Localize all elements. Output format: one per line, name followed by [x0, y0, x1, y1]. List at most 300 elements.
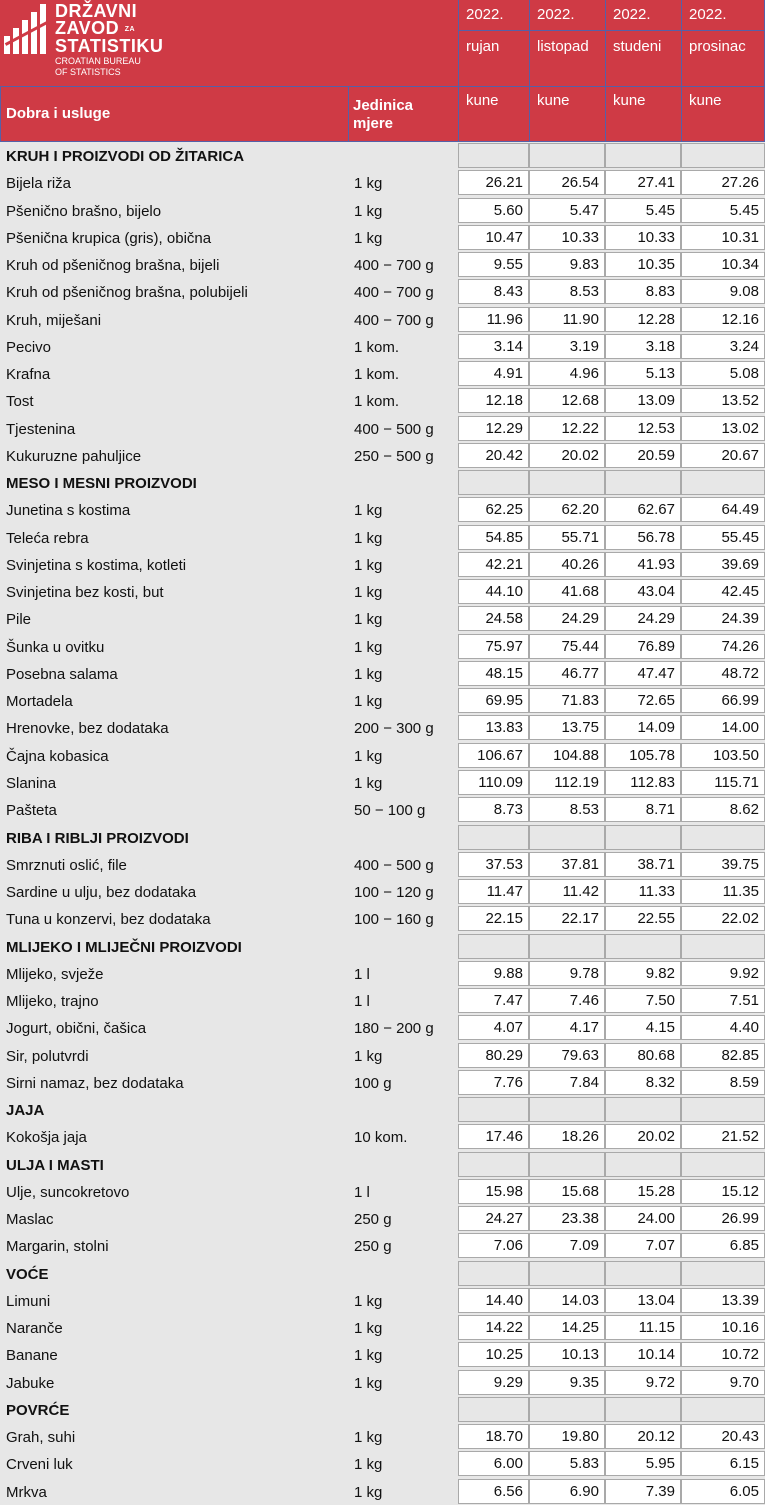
table-row — [0, 415, 765, 442]
price-cell: 9.83 — [529, 252, 605, 277]
item-name: Pecivo — [6, 338, 52, 356]
item-name: Maslac — [6, 1211, 54, 1229]
price-cell: 9.70 — [681, 1370, 765, 1395]
category-label: KRUH I PROIZVODI OD ŽITARICA — [6, 148, 245, 165]
price-cell — [605, 1152, 681, 1177]
col-header-goods: Dobra i usluge — [6, 105, 111, 122]
table-row — [0, 578, 765, 605]
price-cell: 5.60 — [458, 198, 529, 223]
price-cell: 75.44 — [529, 634, 605, 659]
price-cell: 20.59 — [605, 443, 681, 468]
table-row — [0, 1450, 765, 1477]
price-cell: 80.29 — [458, 1043, 529, 1068]
month-name-label: prosinac — [689, 38, 746, 55]
category-label: VOĆE — [6, 1265, 49, 1283]
table-row — [0, 769, 765, 796]
price-cell: 5.45 — [681, 198, 765, 223]
item-unit: 1 kg — [354, 747, 383, 765]
price-cell: 7.84 — [529, 1070, 605, 1095]
price-cell: 112.83 — [605, 770, 681, 795]
table-row — [0, 633, 765, 660]
item-unit: 1 kg — [354, 1320, 383, 1338]
logo-text — [55, 3, 163, 77]
price-cell: 15.98 — [458, 1179, 529, 1204]
month-year-label: 2022. — [689, 6, 727, 23]
price-cell: 44.10 — [458, 579, 529, 604]
price-cell — [458, 1152, 529, 1177]
table-row — [0, 360, 765, 387]
price-cell: 42.45 — [681, 579, 765, 604]
item-name: Jogurt, obični, čašica — [6, 1020, 147, 1038]
month-name-label: listopad — [537, 38, 589, 55]
logo-line-3: STATISTIKU — [55, 35, 164, 56]
table-row — [0, 905, 765, 932]
price-cell: 62.25 — [458, 497, 529, 522]
price-cell: 3.18 — [605, 334, 681, 359]
price-cell: 9.08 — [681, 279, 765, 304]
price-cell — [681, 934, 765, 959]
header-divider — [0, 86, 1, 142]
price-cell: 11.35 — [681, 879, 765, 904]
item-name: Kruh, miješani — [6, 311, 102, 329]
item-unit: 1 kg — [354, 1047, 383, 1065]
price-cell: 64.49 — [681, 497, 765, 522]
price-cell: 20.67 — [681, 443, 765, 468]
item-unit: 1 kg — [354, 1347, 383, 1365]
item-unit: 1 kg — [354, 638, 383, 656]
item-name: Mrkva — [6, 1483, 47, 1501]
table-row — [0, 742, 765, 769]
item-name: Mlijeko, svježe — [6, 965, 104, 983]
price-cell — [681, 1152, 765, 1177]
price-cell: 8.32 — [605, 1070, 681, 1095]
price-cell: 3.19 — [529, 334, 605, 359]
price-cell: 11.33 — [605, 879, 681, 904]
price-cell: 7.76 — [458, 1070, 529, 1095]
price-cell: 21.52 — [681, 1124, 765, 1149]
price-cell: 12.29 — [458, 416, 529, 441]
item-name: Sir, polutvrdi — [6, 1047, 89, 1065]
price-cell: 7.51 — [681, 988, 765, 1013]
price-cell: 12.53 — [605, 416, 681, 441]
price-cell — [458, 934, 529, 959]
price-cell: 14.00 — [681, 715, 765, 740]
item-name: Tost — [6, 393, 34, 411]
price-cell: 15.28 — [605, 1179, 681, 1204]
price-cell — [529, 470, 605, 495]
price-cell: 9.88 — [458, 961, 529, 986]
item-unit: 1 kg — [354, 1292, 383, 1310]
price-cell: 24.00 — [605, 1206, 681, 1231]
price-cell: 41.68 — [529, 579, 605, 604]
price-cell: 39.75 — [681, 852, 765, 877]
price-cell: 12.16 — [681, 307, 765, 332]
table-row — [0, 1478, 765, 1505]
logo-mark-icon — [2, 2, 50, 54]
table-row — [0, 1123, 765, 1150]
item-unit: 1 kg — [354, 229, 383, 247]
price-cell: 10.47 — [458, 225, 529, 250]
price-cell — [605, 143, 681, 168]
price-cell: 10.16 — [681, 1315, 765, 1340]
price-cell: 27.41 — [605, 170, 681, 195]
item-unit: 180 − 200 g — [354, 1020, 434, 1038]
price-cell: 8.53 — [529, 797, 605, 822]
item-name: Krafna — [6, 366, 51, 384]
price-cell: 7.46 — [529, 988, 605, 1013]
item-name: Grah, suhi — [6, 1429, 76, 1447]
category-label: POVRĆE — [6, 1401, 70, 1419]
table-row — [0, 1178, 765, 1205]
table-row — [0, 605, 765, 632]
price-cell: 7.06 — [458, 1233, 529, 1258]
item-name: Svinjetina bez kosti, but — [6, 584, 164, 602]
price-cell: 10.13 — [529, 1342, 605, 1367]
price-cell: 8.73 — [458, 797, 529, 822]
price-cell: 43.04 — [605, 579, 681, 604]
item-name: Slanina — [6, 774, 57, 792]
price-cell — [458, 825, 529, 850]
price-cell: 48.72 — [681, 661, 765, 686]
currency-label: kune — [537, 92, 570, 109]
table-row — [0, 1287, 765, 1314]
price-cell: 22.15 — [458, 906, 529, 931]
item-name: Crveni luk — [6, 1456, 73, 1474]
price-cell: 54.85 — [458, 525, 529, 550]
price-cell: 12.28 — [605, 307, 681, 332]
logo-line-2-main: ZAVOD — [55, 18, 120, 38]
item-name: Šunka u ovitku — [6, 638, 105, 656]
category-label: MLIJEKO I MLIJEČNI PROIZVODI — [6, 938, 242, 956]
price-cell: 10.33 — [605, 225, 681, 250]
price-cell: 18.26 — [529, 1124, 605, 1149]
price-cell: 10.31 — [681, 225, 765, 250]
item-unit: 50 − 100 g — [354, 802, 426, 820]
category-label: JAJA — [6, 1102, 45, 1120]
price-cell: 13.09 — [605, 388, 681, 413]
table-row — [0, 333, 765, 360]
item-unit: 250 g — [354, 1211, 392, 1229]
table-row — [0, 169, 765, 196]
price-cell: 7.47 — [458, 988, 529, 1013]
price-cell: 20.02 — [529, 443, 605, 468]
table-row — [0, 987, 765, 1014]
item-name: Sirni namaz, bez dodataka — [6, 1074, 184, 1092]
price-cell: 80.68 — [605, 1043, 681, 1068]
item-name: Naranče — [6, 1320, 63, 1338]
price-cell: 7.07 — [605, 1233, 681, 1258]
table-row — [0, 278, 765, 305]
item-name: Ulje, suncokretovo — [6, 1183, 130, 1201]
item-unit: 400 − 500 g — [354, 856, 434, 874]
price-cell: 72.65 — [605, 688, 681, 713]
item-name: Pašteta — [6, 802, 57, 820]
price-cell: 11.90 — [529, 307, 605, 332]
price-cell — [681, 1397, 765, 1422]
price-cell: 71.83 — [529, 688, 605, 713]
price-cell: 24.27 — [458, 1206, 529, 1231]
item-unit: 100 − 160 g — [354, 911, 434, 929]
price-cell: 74.26 — [681, 634, 765, 659]
price-cell: 46.77 — [529, 661, 605, 686]
item-unit: 1 kg — [354, 584, 383, 602]
item-name: Kokošja jaja — [6, 1129, 87, 1147]
item-name: Mortadela — [6, 693, 73, 711]
table-row — [0, 960, 765, 987]
table-row — [0, 1205, 765, 1232]
item-unit: 1 kg — [354, 1374, 383, 1392]
price-cell: 8.83 — [605, 279, 681, 304]
price-cell: 10.34 — [681, 252, 765, 277]
price-cell: 4.96 — [529, 361, 605, 386]
price-cell: 104.88 — [529, 743, 605, 768]
price-cell — [605, 1397, 681, 1422]
price-cell: 37.53 — [458, 852, 529, 877]
item-name: Pile — [6, 611, 32, 629]
price-cell: 23.38 — [529, 1206, 605, 1231]
price-cell: 82.85 — [681, 1043, 765, 1068]
price-cell: 4.17 — [529, 1015, 605, 1040]
price-cell: 20.42 — [458, 443, 529, 468]
price-cell: 8.71 — [605, 797, 681, 822]
item-unit: 1 kg — [354, 502, 383, 520]
item-name: Margarin, stolni — [6, 1238, 109, 1256]
item-name: Kruh od pšeničnog brašna, polubijeli — [6, 284, 248, 302]
price-cell: 4.15 — [605, 1015, 681, 1040]
price-cell: 14.40 — [458, 1288, 529, 1313]
item-unit: 1 kom. — [354, 366, 400, 384]
price-cell — [681, 143, 765, 168]
category-label: MESO I MESNI PROIZVODI — [6, 475, 197, 493]
logo-sub-2: OF STATISTICS — [55, 66, 121, 77]
category-row — [0, 1096, 765, 1123]
category-label: ULJA I MASTI — [6, 1156, 104, 1174]
item-name: Tuna u konzervi, bez dodataka — [6, 911, 211, 929]
table-row — [0, 1423, 765, 1450]
price-cell: 6.05 — [681, 1479, 765, 1504]
table-row — [0, 197, 765, 224]
price-cell: 38.71 — [605, 852, 681, 877]
item-unit: 1 kg — [354, 774, 383, 792]
price-cell: 19.80 — [529, 1424, 605, 1449]
price-cell: 4.91 — [458, 361, 529, 386]
price-cell: 10.35 — [605, 252, 681, 277]
price-cell: 7.09 — [529, 1233, 605, 1258]
price-cell: 8.43 — [458, 279, 529, 304]
price-cell: 5.08 — [681, 361, 765, 386]
price-cell: 62.20 — [529, 497, 605, 522]
price-cell: 69.95 — [458, 688, 529, 713]
price-cell: 103.50 — [681, 743, 765, 768]
price-cell: 55.71 — [529, 525, 605, 550]
price-cell: 56.78 — [605, 525, 681, 550]
item-unit: 1 kg — [354, 529, 383, 547]
table-row — [0, 1314, 765, 1341]
table-row — [0, 1069, 765, 1096]
price-cell: 9.55 — [458, 252, 529, 277]
table-row — [0, 1014, 765, 1041]
price-cell: 26.21 — [458, 170, 529, 195]
currency-label: kune — [689, 92, 722, 109]
item-name: Kruh od pšeničnog brašna, bijeli — [6, 257, 220, 275]
item-unit: 1 l — [354, 965, 370, 983]
table-header — [0, 0, 765, 142]
price-cell — [529, 1097, 605, 1122]
price-cell: 11.47 — [458, 879, 529, 904]
price-cell: 115.71 — [681, 770, 765, 795]
price-cell: 5.45 — [605, 198, 681, 223]
price-cell: 6.00 — [458, 1451, 529, 1476]
price-cell — [681, 1261, 765, 1286]
price-cell: 13.39 — [681, 1288, 765, 1313]
price-cell: 20.02 — [605, 1124, 681, 1149]
price-cell: 24.29 — [529, 606, 605, 631]
price-cell: 14.25 — [529, 1315, 605, 1340]
item-name: Limuni — [6, 1292, 51, 1310]
table-row — [0, 524, 765, 551]
price-cell: 7.50 — [605, 988, 681, 1013]
price-cell: 4.40 — [681, 1015, 765, 1040]
price-cell: 9.92 — [681, 961, 765, 986]
price-cell: 7.39 — [605, 1479, 681, 1504]
currency-label: kune — [613, 92, 646, 109]
item-unit: 1 kg — [354, 1429, 383, 1447]
price-cell: 24.39 — [681, 606, 765, 631]
item-unit: 1 kg — [354, 611, 383, 629]
item-name: Svinjetina s kostima, kotleti — [6, 556, 187, 574]
item-name: Teleća rebra — [6, 529, 89, 547]
item-name: Mlijeko, trajno — [6, 993, 99, 1011]
price-cell — [529, 1152, 605, 1177]
price-cell: 24.58 — [458, 606, 529, 631]
header-divider — [458, 30, 765, 31]
price-cell: 75.97 — [458, 634, 529, 659]
price-cell: 9.78 — [529, 961, 605, 986]
price-cell: 13.04 — [605, 1288, 681, 1313]
item-name: Jabuke — [6, 1374, 55, 1392]
price-cell: 48.15 — [458, 661, 529, 686]
price-cell — [458, 1097, 529, 1122]
item-unit: 1 kg — [354, 693, 383, 711]
price-cell: 18.70 — [458, 1424, 529, 1449]
table-row — [0, 796, 765, 823]
price-cell — [681, 825, 765, 850]
price-cell — [605, 1097, 681, 1122]
price-cell: 47.47 — [605, 661, 681, 686]
table-row — [0, 496, 765, 523]
price-cell: 40.26 — [529, 552, 605, 577]
price-cell: 24.29 — [605, 606, 681, 631]
item-unit: 1 kom. — [354, 338, 400, 356]
header-divider — [348, 86, 349, 142]
price-cell: 12.18 — [458, 388, 529, 413]
item-unit: 1 l — [354, 993, 370, 1011]
price-cell: 14.03 — [529, 1288, 605, 1313]
price-cell: 5.47 — [529, 198, 605, 223]
item-unit: 250 g — [354, 1238, 392, 1256]
month-year-label: 2022. — [537, 6, 575, 23]
price-cell: 13.52 — [681, 388, 765, 413]
item-name: Hrenovke, bez dodataka — [6, 720, 169, 738]
table-row — [0, 1042, 765, 1069]
item-unit: 1 kg — [354, 175, 383, 193]
price-cell: 8.53 — [529, 279, 605, 304]
item-name: Posebna salama — [6, 665, 118, 683]
item-name: Smrznuti oslić, file — [6, 856, 127, 874]
price-cell — [529, 143, 605, 168]
price-cell — [605, 825, 681, 850]
header-divider — [458, 86, 765, 87]
price-cell — [458, 1261, 529, 1286]
table-row — [0, 687, 765, 714]
item-unit: 1 kg — [354, 1483, 383, 1501]
header-divider — [529, 0, 530, 142]
month-year-label: 2022. — [613, 6, 651, 23]
price-cell: 11.96 — [458, 307, 529, 332]
price-cell — [529, 825, 605, 850]
item-name: Bijela riža — [6, 175, 72, 193]
price-cell: 22.55 — [605, 906, 681, 931]
category-row — [0, 1260, 765, 1287]
table-row — [0, 660, 765, 687]
item-unit: 100 − 120 g — [354, 884, 434, 902]
price-cell: 106.67 — [458, 743, 529, 768]
price-cell: 13.83 — [458, 715, 529, 740]
price-cell: 76.89 — [605, 634, 681, 659]
price-cell — [458, 1397, 529, 1422]
price-cell: 11.42 — [529, 879, 605, 904]
price-cell: 6.85 — [681, 1233, 765, 1258]
price-cell — [605, 934, 681, 959]
price-cell — [681, 470, 765, 495]
header-divider — [0, 86, 458, 87]
item-unit: 1 kom. — [354, 393, 400, 411]
price-cell: 39.69 — [681, 552, 765, 577]
item-name: Tjestenina — [6, 420, 76, 438]
item-unit: 1 kg — [354, 1456, 383, 1474]
price-cell: 10.25 — [458, 1342, 529, 1367]
price-cell: 3.14 — [458, 334, 529, 359]
price-cell: 15.12 — [681, 1179, 765, 1204]
item-name: Čajna kobasica — [6, 747, 109, 765]
header-divider — [681, 0, 682, 142]
table-row — [0, 251, 765, 278]
price-cell: 37.81 — [529, 852, 605, 877]
item-unit: 1 l — [354, 1183, 370, 1201]
logo-line-2-small: ZA — [124, 25, 136, 33]
header-divider — [458, 0, 459, 142]
price-cell: 105.78 — [605, 743, 681, 768]
price-cell: 14.09 — [605, 715, 681, 740]
price-cell: 55.45 — [681, 525, 765, 550]
item-unit: 400 − 700 g — [354, 257, 434, 275]
logo-line-1: DRŽAVNI — [55, 1, 138, 21]
price-cell: 20.12 — [605, 1424, 681, 1449]
currency-label: kune — [466, 92, 499, 109]
price-cell: 10.14 — [605, 1342, 681, 1367]
price-cell: 11.15 — [605, 1315, 681, 1340]
item-name: Banane — [6, 1347, 58, 1365]
col-header-unit: Jedinica mjere — [353, 97, 414, 132]
table-row — [0, 714, 765, 741]
month-year-label: 2022. — [466, 6, 504, 23]
item-name: Pšenično brašno, bijelo — [6, 202, 162, 220]
price-cell — [458, 470, 529, 495]
category-row — [0, 1396, 765, 1423]
category-row — [0, 142, 765, 169]
price-cell: 42.21 — [458, 552, 529, 577]
table-row — [0, 851, 765, 878]
